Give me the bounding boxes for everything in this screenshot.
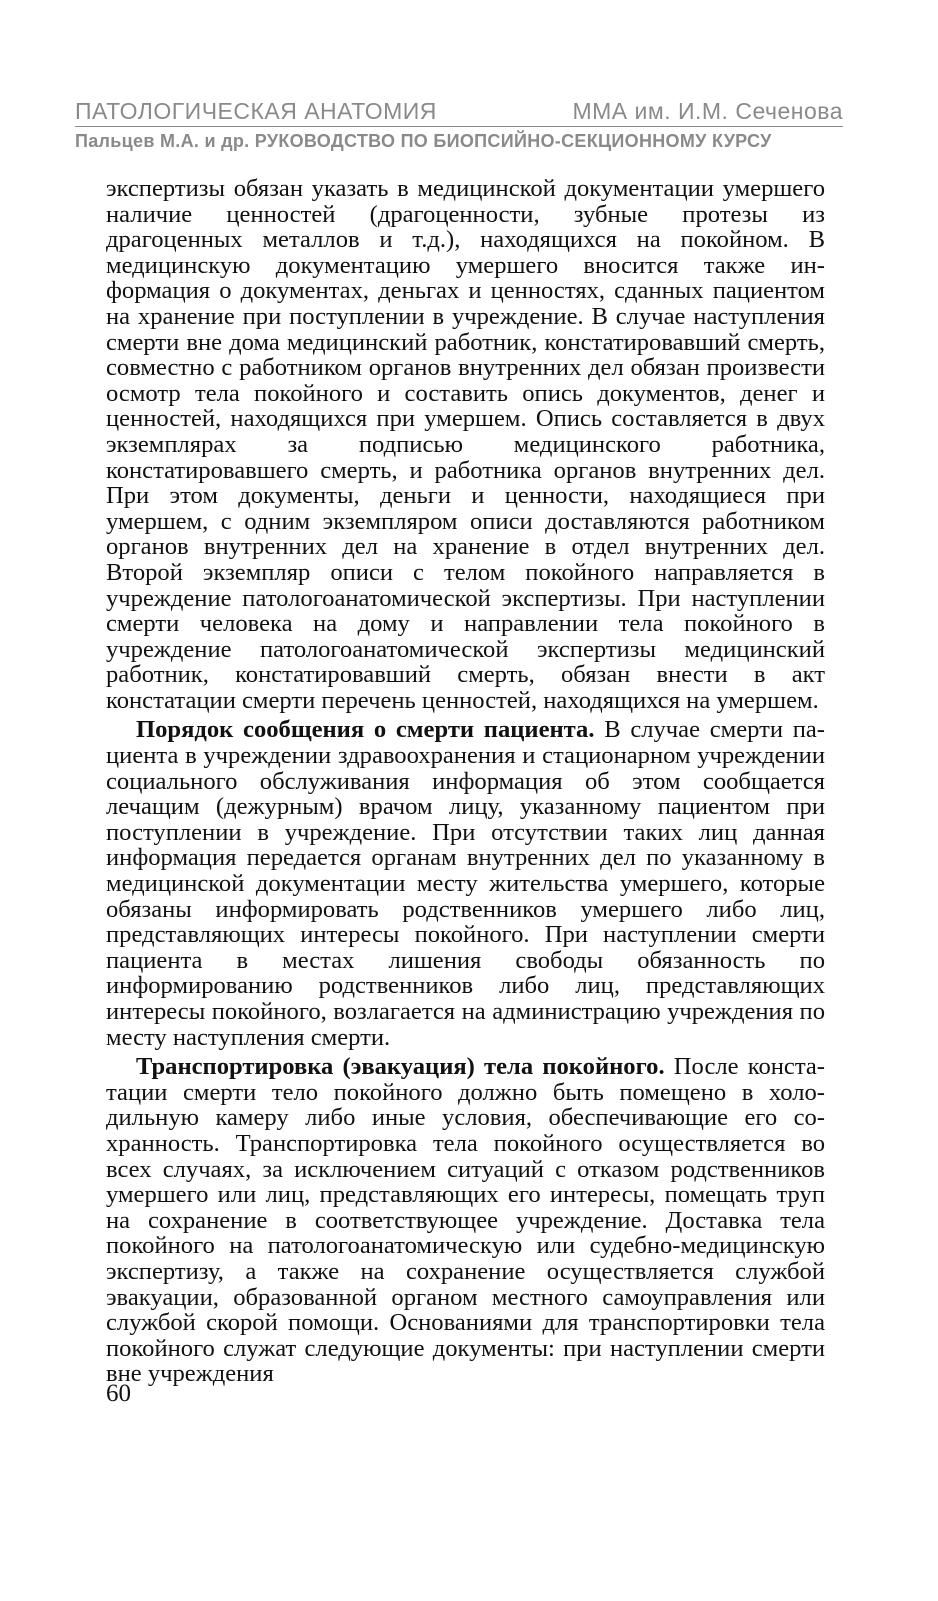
paragraph-text: После констатации смерти тело покойного должно быть помещено в холодильную камеру либо иные условия, обеспечивающие его сохранность. Транспортировка тела покойного осуществляется во всех случаях, за исключением ситуаций с отказом родственников умершего или лиц, представляющих его интересы, помещать труп на сохранение в соответствующее учреждение. Доставка тела покойного на патологоанатомическую или судебно-медицинскую экспертизу, а также на сохранение осуществляется службой эвакуации, образованной органом местного самоуправления или службой скорой помощи. Основаниями для транспортировки тела покойного служат следующие документы: при наступлении смерти вне учреждения bbox=[106, 1053, 825, 1388]
paragraph-heading: Порядок сообщения о смерти пациента. bbox=[136, 716, 595, 744]
header-book-title: ПАТОЛОГИЧЕСКАЯ АНАТОМИЯ bbox=[75, 98, 437, 124]
paragraph bbox=[106, 1054, 825, 1387]
running-header bbox=[75, 96, 843, 152]
header-title-row bbox=[75, 96, 843, 126]
paragraph-heading: Транспортировка (эвакуация) тела покойного. bbox=[136, 1053, 665, 1081]
page-number: 60 bbox=[106, 1380, 131, 1407]
paragraph bbox=[106, 717, 825, 1050]
paragraph: экспертизы обязан указать в медицинской документации умершего наличие ценностей (драгоценности, зубные протезы из драгоценных металлов и т.д.), находящихся на покойном. В медицинскую документацию умершего вносится также информация о документах, деньгах и ценностях, сданных пациентом на хранение при поступлении в учреждение. В случае наступления смерти вне дома медицинский работник, констатировавший смерть, совместно с работником органов внутренних дел обязан произвести осмотр тела покойного и составить опись документов, денег и ценностей, находящихся при умершем. Опись составляется в двух экземплярах за подписью медицинского работника, констатировавшего смерть, и работника органов внутренних дел. При этом документы, деньги и ценности, находящиеся при умершем, с одним экземпляром описи доставляются работником органов внутренних дел на хранение в отдел внутренних дел. Второй экземпляр описи с телом покойного направляется в учреждение патологоанатомической экспертизы. При наступлении смерти человека на дому и направлении тела покойного в учреждение патологоанатомической экспертизы медицинский работник, констатировавший смерть, обязан внести в акт констатации смерти перечень ценностей, находящихся на умершем. bbox=[106, 175, 825, 714]
header-subtitle: Пальцев М.А. и др. РУКОВОДСТВО ПО БИОПСИЙНО-СЕКЦИОННОМУ КУРСУ bbox=[75, 131, 772, 151]
page-body bbox=[106, 176, 825, 1387]
header-institution: ММА им. И.М. Сеченова bbox=[572, 98, 843, 124]
header-divider bbox=[75, 126, 843, 127]
paragraph-text: В случае смерти пациента в учреждении здравоохранения и стационарном учреждении социального обслуживания информация об этом сообщается лечащим (дежурным) врачом лицу, указанному пациентом при поступлении в учреждение. При отсутствии таких лиц данная информация передается органам внутренних дел по указанному в медицинской документации месту жительства умершего, которые обязаны информировать родственников умершего либо лиц, представляющих интересы покойного. При наступлении смерти пациента в местах лишения свободы обязанность по информированию родственников либо лиц, представляющих интересы покойного, возлагается на администрацию учреждения по месту наступления смерти. bbox=[106, 716, 825, 1051]
